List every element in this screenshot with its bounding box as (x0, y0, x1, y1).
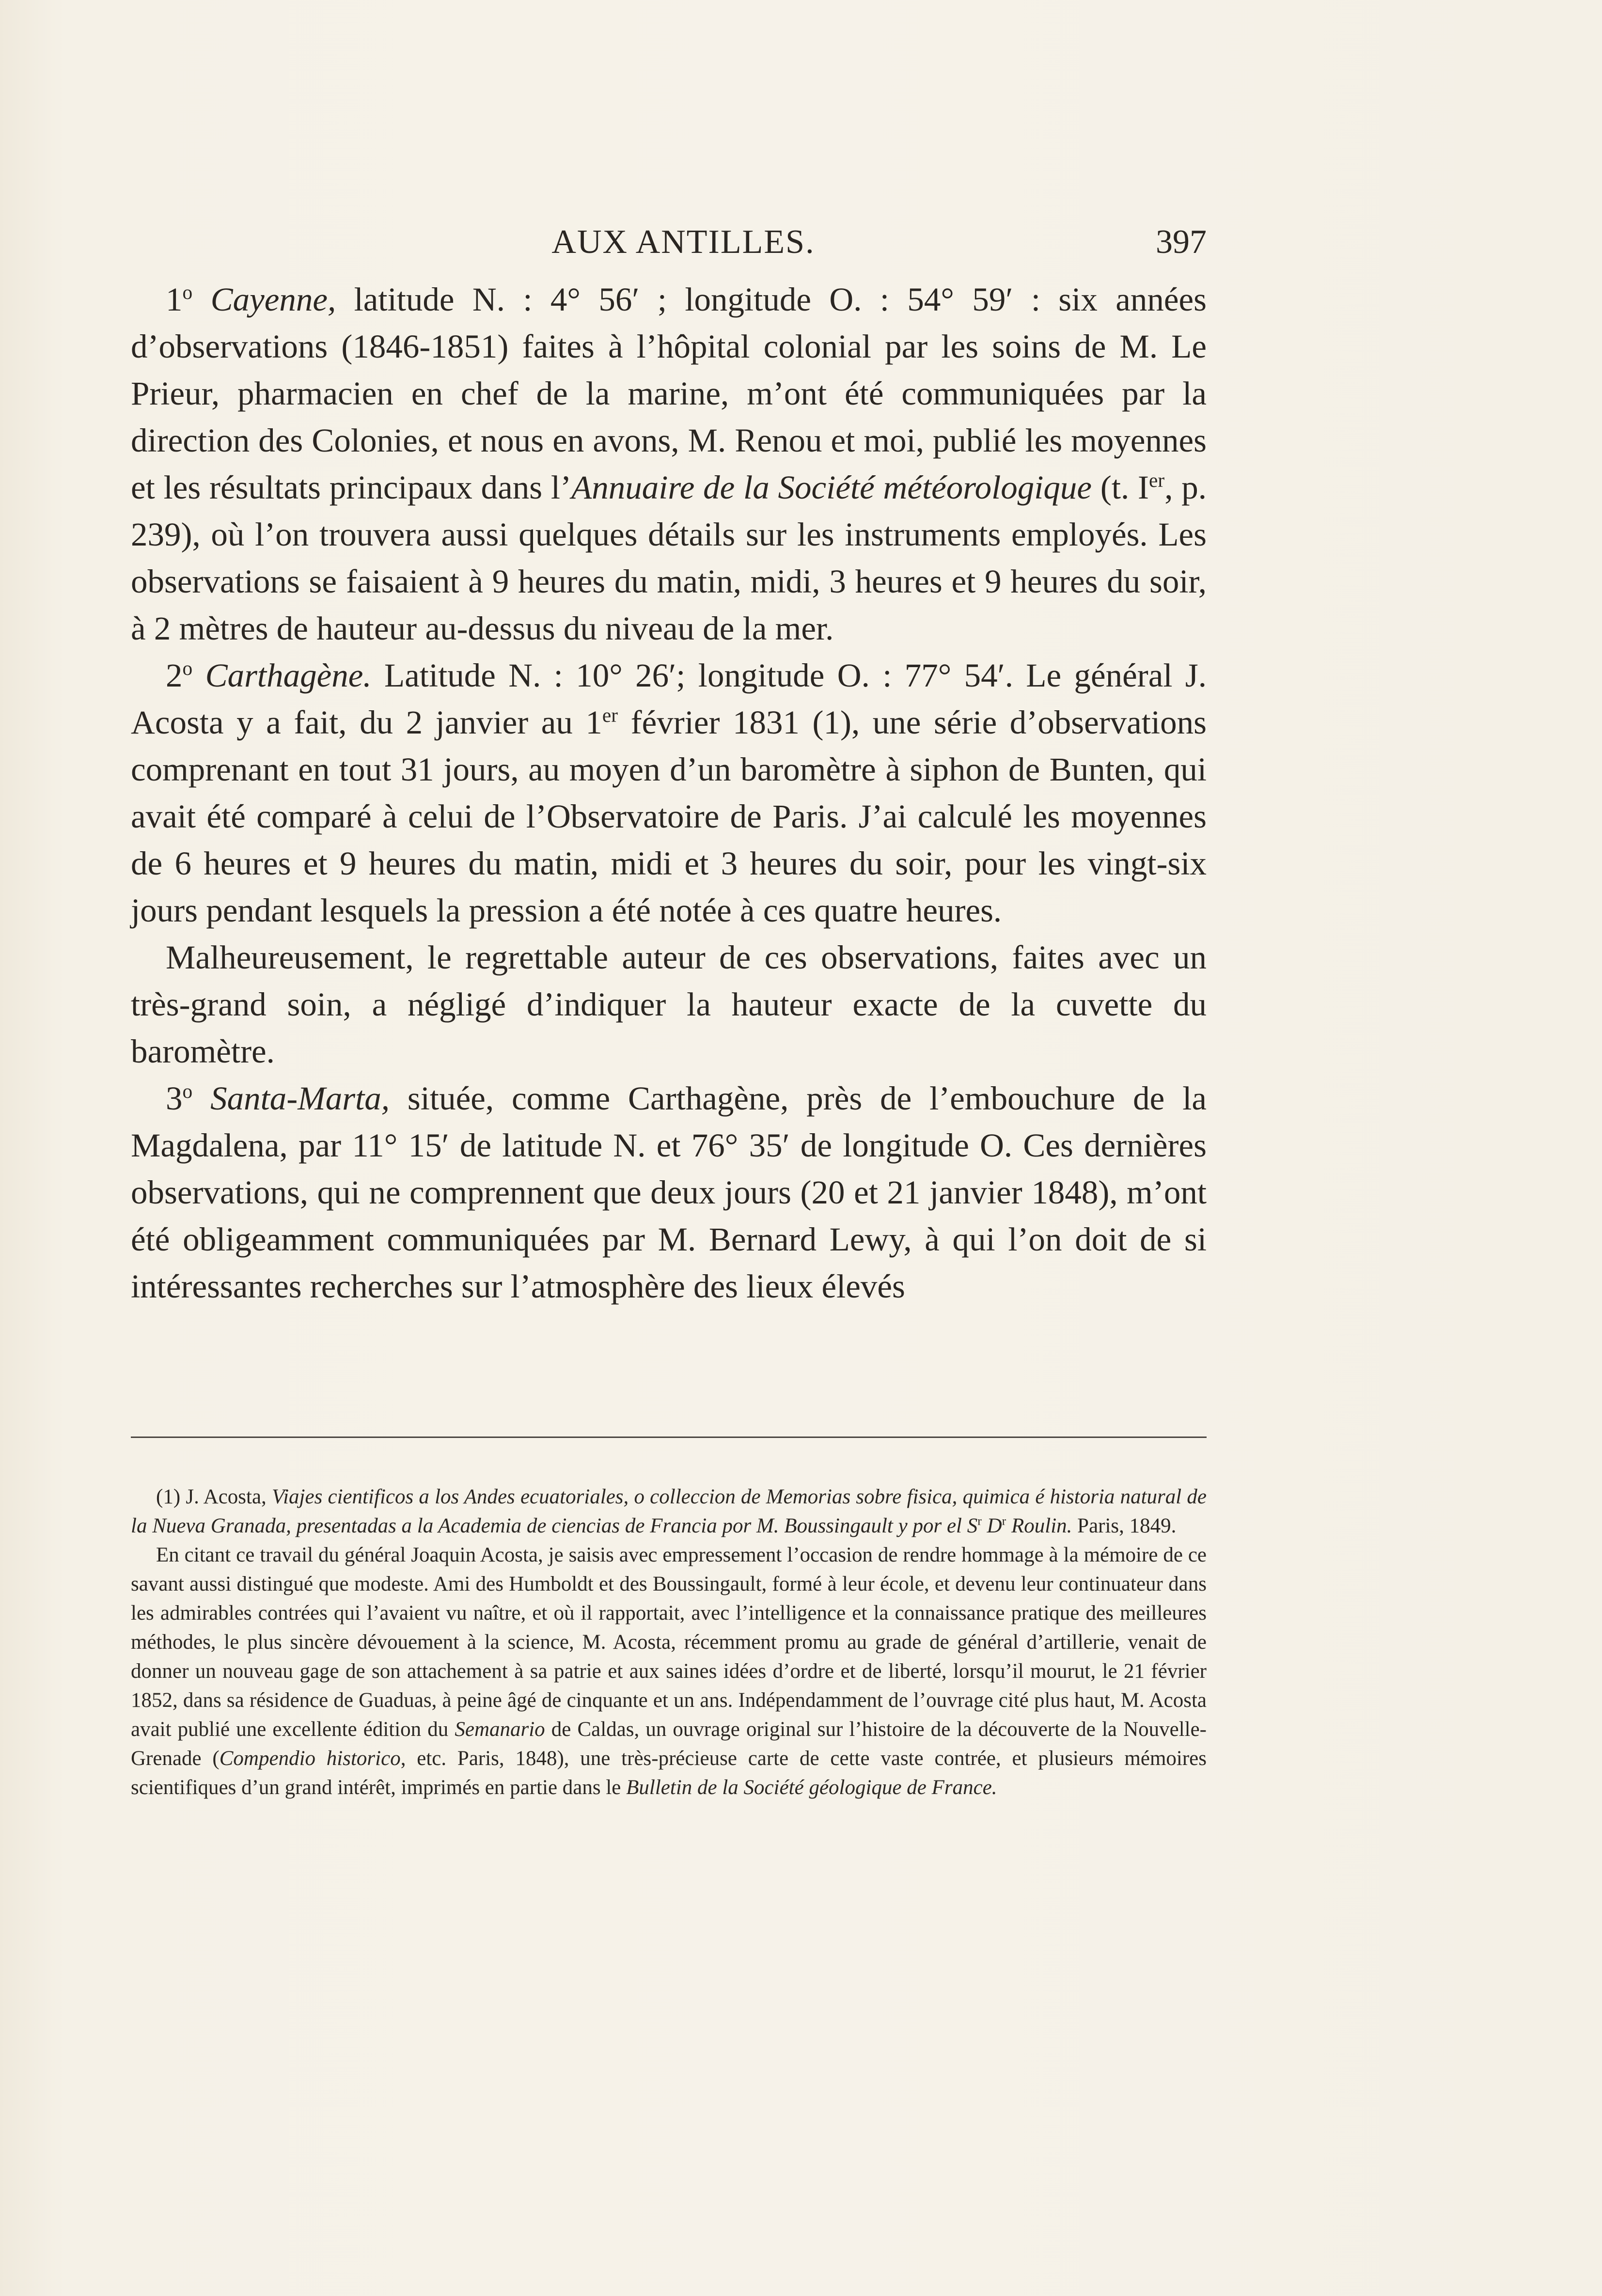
footnote-italic: Compendio historico (219, 1747, 401, 1770)
paragraph-text: Malheureusement, le regrettable auteur de ces observations, faites avec un très-grand soin, a négligé d’indiquer la hauteur exacte de la cuvette du baromètre. (131, 939, 1207, 1070)
footnote-italic: Semanario (455, 1718, 545, 1741)
paragraph-cayenne (131, 276, 1207, 652)
footnote-title: D (981, 1515, 1002, 1537)
superscript: er (1149, 469, 1165, 491)
page-header (160, 213, 1207, 266)
paragraph-santa-marta (131, 1075, 1207, 1310)
paragraph-malheureusement (131, 934, 1207, 1075)
item-number: 1 (166, 281, 183, 318)
footnote-text: , etc. Paris, 1848), une très-précieuse carte de cette vaste contrée, et plusieurs mémoires scientifiques d’un grand intérêt, imprimés en partie dans le (131, 1747, 1207, 1799)
superscript: r (1002, 1514, 1006, 1528)
paragraph-text: située, comme Carthagène, près de l’embouchure de la Magdalena, par 11° 15′ de latitude N. et 76° 35′ de longitude O. Ces dernières observations, qui ne comprennent que deux jours (20 et 21 janvier 1848), m’ont été obligeamment communiquées par M. Bernard Lewy, à qui l’on doit de si intéressantes recherches sur l’atmosphère des lieux élevés (131, 1080, 1207, 1305)
footnote-rule (131, 1437, 1207, 1438)
paragraph-carthagene (131, 652, 1207, 934)
paragraph-text: Latitude N. : 10° 26′; longitude O. : 77° 54′. Le général J. Acosta y a fait, du 2 janvier au 1 (131, 657, 1207, 741)
footnote-title: Roulin. (1006, 1515, 1072, 1537)
degree-mark: o (182, 657, 193, 679)
footnote-title: Viajes cientificos a los Andes ecuatoriales, o colleccion de Memorias sobre fisica, quimica é historia natural de la Nueva Granada, presentadas a la Academia de ciencias de Francia por M. Boussingault y por el S (131, 1485, 1207, 1537)
place-name: Cayenne, (210, 281, 336, 318)
superscript: er (602, 704, 618, 726)
footnote-text: de Caldas, un ouvrage original sur l’histoire de la découverte de la Nouvelle-Grenade ( (131, 1718, 1207, 1770)
footnote-1 (131, 1483, 1207, 1541)
journal-title: Annuaire de la Société météorologique (571, 469, 1092, 506)
place-name: Santa-Marta, (210, 1080, 390, 1117)
superscript: r (977, 1514, 982, 1528)
main-text (131, 276, 1207, 1310)
place-name: Carthagène. (205, 657, 372, 694)
footnote-2 (131, 1541, 1207, 1802)
footnote-italic: Bulletin de la Société géologique de France. (626, 1776, 997, 1799)
paragraph-text: (t. I (1092, 469, 1149, 506)
paragraph-text: , p. 239), où l’on trouvera aussi quelques détails sur les instruments employés. Les observations se faisaient à 9 heures du matin, midi, 3 heures et 9 heures du soir, à 2 mètres de hauteur au-dessus du niveau de la mer. (131, 469, 1207, 647)
footnote-text: Paris, 1849. (1072, 1515, 1177, 1537)
footnote-author: J. Acosta, (186, 1485, 267, 1508)
page-number: 397 (1156, 223, 1207, 261)
item-number: 3 (166, 1080, 183, 1117)
footnote-text: En citant ce travail du général Joaquin Acosta, je saisis avec empressement l’occasion de rendre hommage à la mémoire de ce savant aussi distingué que modeste. Ami des Humboldt et des Boussingault, formé à leur école, et devenu leur continuateur dans les admirables contrées qui l’avaient vu naître, et où il rapportait, avec l’intelligence et la connaissance pratique des meilleures méthodes, le plus sincère dévouement à la science, M. Acosta, récemment promu au grade de général d’artillerie, venait de donner un nouveau gage de son attachement à sa patrie et aux saines idées d’ordre et de liberté, lorsqu’il mourut, le 21 février 1852, dans sa résidence de Guaduas, à peine âgé de cinquante et un ans. Indépendamment de l’ouvrage cité plus haut, M. Acosta avait publié une excellente édition du (131, 1544, 1207, 1741)
footnote-marker: (1) (156, 1485, 181, 1508)
paragraph-text: latitude N. : 4° 56′ ; longitude O. : 54° 59′ : six années d’observations (1846-1851) faites à l’hôpital colonial par les soins de M. Le Prieur, pharmacien en chef de la marine, m’ont été communiquées par la direction des Colonies, et nous en avons, M. Renou et moi, publié les moyennes et les résultats principaux dans l’ (131, 281, 1207, 506)
footnotes (131, 1483, 1207, 1802)
degree-mark: o (182, 1080, 193, 1102)
running-head: AUX ANTILLES. (551, 223, 815, 261)
paragraph-text: février 1831 (1), une série d’observations comprenant en tout 31 jours, au moyen d’un baromètre à siphon de Bunten, qui avait été comparé à celui de l’Observatoire de Paris. J’ai calculé les moyennes de 6 heures et 9 heures du matin, midi et 3 heures du soir, pour les vingt-six jours pendant lesquels la pression a été notée à ces quatre heures. (131, 704, 1207, 929)
degree-mark: o (182, 281, 193, 303)
item-number: 2 (166, 657, 183, 694)
